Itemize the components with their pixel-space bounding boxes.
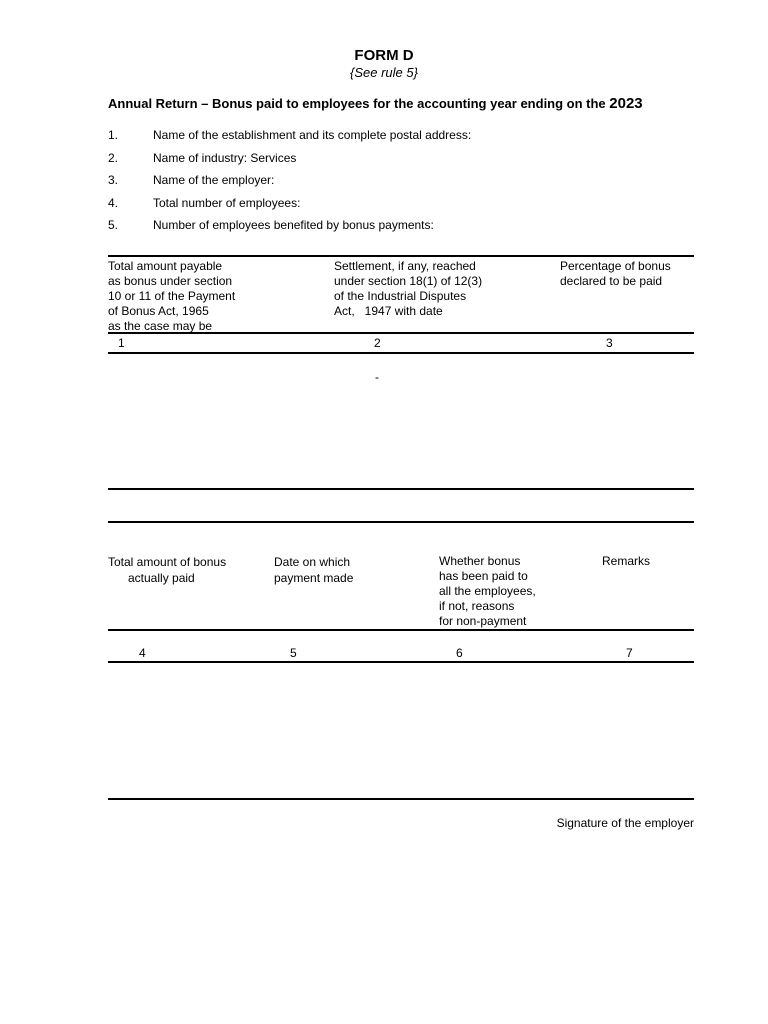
table2-top-rule (108, 521, 694, 523)
table1-top-rule (108, 255, 694, 257)
item-4-text: Total number of employees: (153, 196, 301, 210)
table1-column-number-1: 1 (118, 336, 125, 350)
table1-header-settlement: Settlement, if any, reached under section 18(1) of 12(3) of the Industrial Disputes Act, 1947 with date (334, 259, 483, 318)
table2-column-number-4: 4 (139, 646, 146, 660)
table1-settlement-value: - (375, 370, 379, 384)
annual-return-heading (108, 95, 643, 112)
table2-column-number-6: 6 (456, 646, 463, 660)
table2-numbers-rule (108, 661, 694, 663)
table2-bottom-rule (108, 798, 694, 800)
table1-header-amount-payable: Total amount payable as bonus under section 10 or 11 of the Payment of Bonus Act, 1965 as the case may be (108, 259, 236, 333)
table1-column-number-2: 2 (374, 336, 381, 350)
employer-signature-label: Signature of the employer (556, 816, 694, 830)
item-5-number: 5. (108, 218, 119, 232)
form-rule-reference: {See rule 5} (350, 65, 418, 80)
item-3-number: 3. (108, 173, 119, 187)
table1-bottom-rule (108, 488, 694, 490)
accounting-year: 2023 (609, 95, 643, 112)
item-1-text: Name of the establishment and its complete postal address: (153, 128, 472, 142)
table1-numbers-rule (108, 352, 694, 354)
table2-header-payment-date: Date on which payment made (274, 555, 354, 585)
item-4-number: 4. (108, 196, 119, 210)
table1-header-percentage: Percentage of bonus declared to be paid (560, 259, 671, 288)
table2-header-remarks: Remarks (602, 554, 651, 568)
table2-column-number-7: 7 (626, 646, 633, 660)
table2-header-bonus-status: Whether bonus has been paid to all the employees, if not, reasons for non-payment (439, 554, 536, 628)
table2-header-rule (108, 629, 694, 631)
table2-header-amount-paid: Total amount of bonus actually paid (108, 555, 227, 585)
table1-column-number-3: 3 (606, 336, 613, 350)
form-title: FORM D (354, 47, 414, 64)
item-2-text: Name of industry: Services (153, 151, 297, 165)
table1-header-rule (108, 332, 694, 334)
item-2-number: 2. (108, 151, 119, 165)
item-1-number: 1. (108, 128, 119, 142)
annual-return-heading-text: Annual Return – Bonus paid to employees for the accounting year ending on the (108, 96, 610, 111)
table2-column-number-5: 5 (290, 646, 297, 660)
item-5-text: Number of employees benefited by bonus payments: (153, 218, 434, 232)
item-3-text: Name of the employer: (153, 173, 275, 187)
